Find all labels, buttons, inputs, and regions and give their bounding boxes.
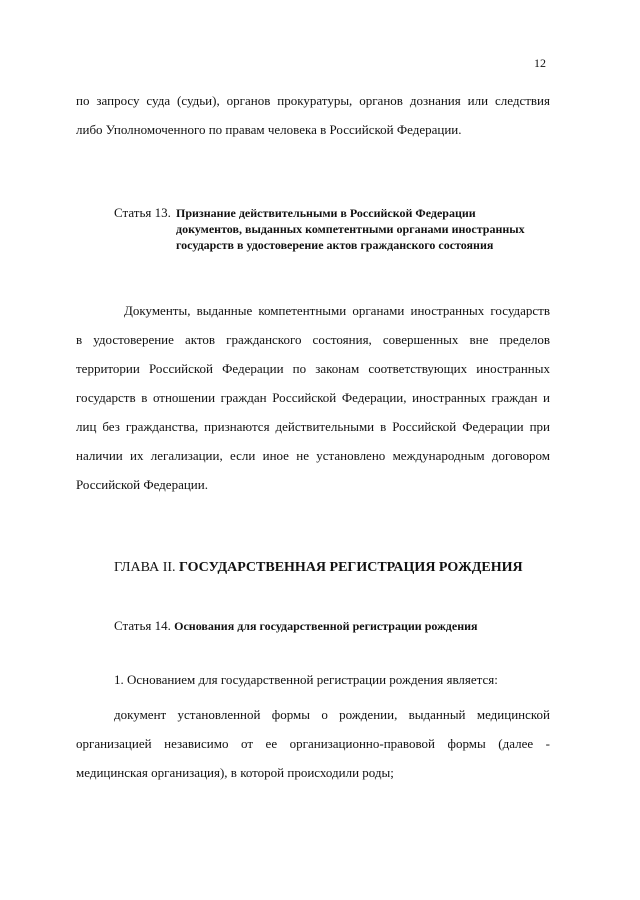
chapter-2-title: ГОСУДАРСТВЕННАЯ РЕГИСТРАЦИЯ РОЖДЕНИЯ xyxy=(179,560,523,575)
article-14-heading xyxy=(114,618,478,634)
article-14-label: Статья 14. xyxy=(114,618,171,633)
text-line: организацией независимо от ее организационно-правовой формы (далее - xyxy=(76,736,550,751)
article-13-heading xyxy=(114,205,554,253)
article-13-title: Признание действительными в Российской Федерации документов, выданных компетентными органами иностранных государств в удостоверение актов гражданского состояния xyxy=(176,206,525,252)
text-line: в удостоверение актов гражданского состояния, совершенных вне пределов xyxy=(76,332,550,347)
text-line: Документы, выданные компетентными органами иностранных государств xyxy=(124,303,550,318)
article-14-point-1: 1. Основанием для государственной регистрации рождения является: xyxy=(114,672,498,687)
text-line: лиц без гражданства, признаются действительными в Российской Федерации при xyxy=(76,419,550,434)
page-number: 12 xyxy=(534,56,546,70)
text-line: Российской Федерации. xyxy=(76,477,208,492)
chapter-2-label: ГЛАВА II. xyxy=(114,560,176,575)
text-line: государств в отношении граждан Российской Федерации, иностранных граждан и xyxy=(76,390,550,405)
paragraph-continuation xyxy=(76,86,550,144)
text-line: документ установленной формы о рождении, выданный медицинской xyxy=(114,707,550,722)
article-14-paragraph xyxy=(76,700,550,787)
text-line: наличии их легализации, если иное не установлено международным договором xyxy=(76,448,550,463)
text-line: медицинская организация), в которой происходили роды; xyxy=(76,765,394,780)
article-14-title: Основания для государственной регистрации рождения xyxy=(174,619,478,633)
article-13-label: Статья 13. xyxy=(114,205,171,220)
text-line: территории Российской Федерации по законам соответствующих иностранных xyxy=(76,361,550,376)
text-line: по запросу суда (судьи), органов прокуратуры, органов дознания или следствия xyxy=(76,93,550,108)
chapter-2-heading xyxy=(114,560,523,576)
text-line: либо Уполномоченного по правам человека в Российской Федерации. xyxy=(76,122,462,137)
article-13-paragraph xyxy=(76,296,550,499)
